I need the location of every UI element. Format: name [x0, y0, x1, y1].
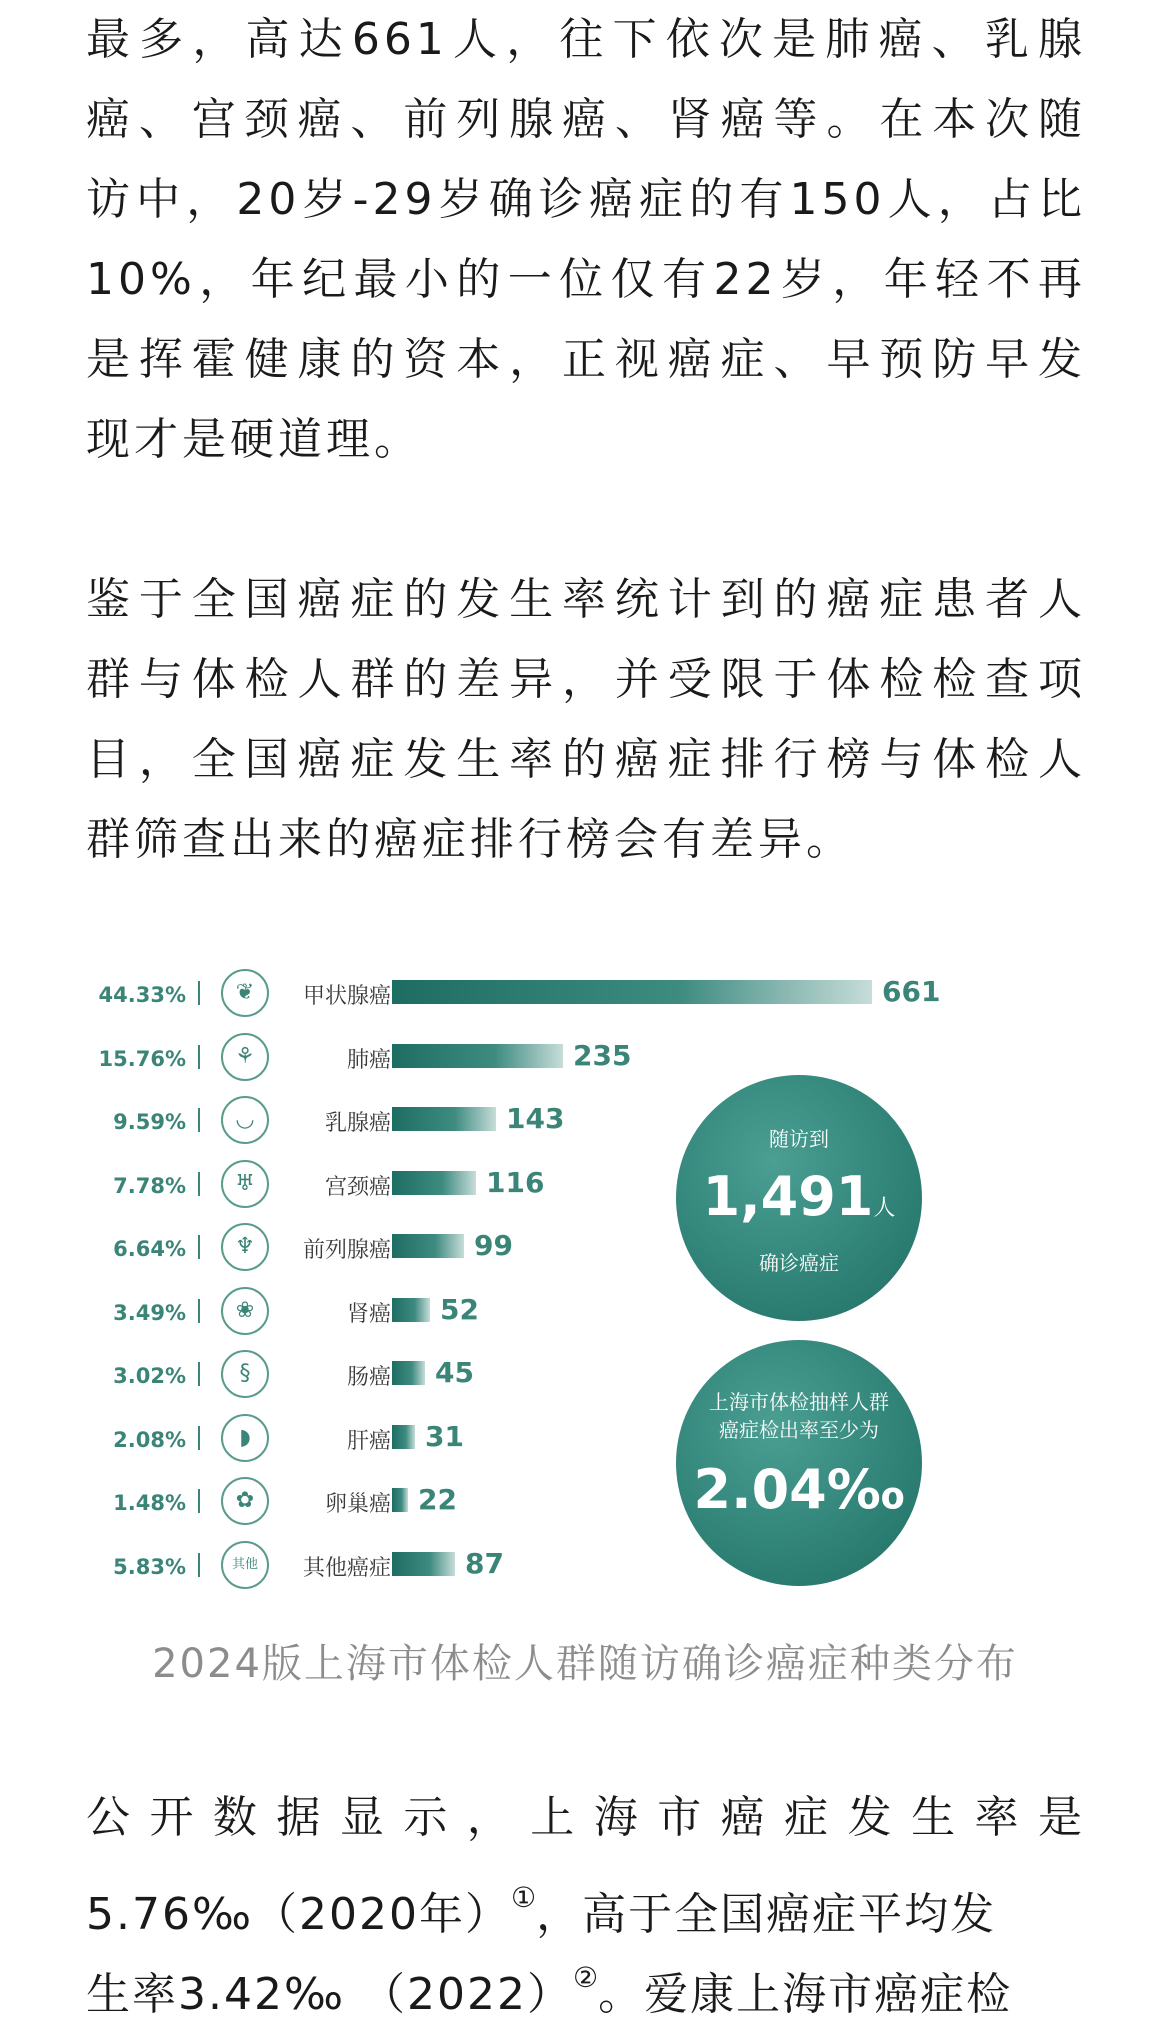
text-fragment: 。爱康上海市癌症检 — [598, 1969, 1013, 2020]
value-label: 87 — [465, 1546, 504, 1580]
percentage-label: 3.49% — [113, 1300, 186, 1325]
bar — [392, 1425, 415, 1449]
chart-row — [86, 1219, 1086, 1283]
separator — [198, 1172, 200, 1196]
text-line: 鉴于全国癌症的发生率统计到的癌症患者人 — [86, 574, 1086, 625]
percentage-label: 3.02% — [113, 1364, 186, 1388]
separator — [198, 1045, 200, 1069]
paragraph-3 — [86, 1778, 1086, 2018]
chart-row — [86, 1092, 1086, 1156]
rate-label-line1: 上海市体检抽样人群 — [709, 1390, 889, 1414]
footnote-ref-1[interactable]: ① — [510, 1881, 537, 1914]
percentage-label: 44.33% — [98, 983, 186, 1007]
value-label: 116 — [486, 1165, 545, 1199]
percentage-label: 5.83% — [113, 1554, 186, 1579]
text-line: 癌、宫颈癌、前列腺癌、肾癌等。在本次随 — [86, 94, 1086, 145]
other-icon: 其他 — [221, 1541, 269, 1589]
separator — [198, 1299, 200, 1323]
category-label: 肺癌 — [346, 1047, 391, 1073]
followup-unit: 人 — [873, 1196, 896, 1221]
category-label: 宫颈癌 — [324, 1174, 391, 1200]
followup-bottom-label: 确诊癌症 — [759, 1251, 839, 1275]
value-label: 45 — [435, 1356, 474, 1389]
followup-top-label: 随访到 — [769, 1127, 829, 1151]
liver-icon: ◗ — [221, 1414, 269, 1462]
value-label: 661 — [882, 975, 941, 1008]
chart-row — [86, 1156, 1086, 1220]
breast-icon: ◡ — [221, 1096, 269, 1144]
chart-row — [86, 965, 1086, 1029]
bar — [392, 1171, 476, 1195]
bar — [392, 1552, 455, 1576]
percentage-label: 6.64% — [113, 1237, 186, 1261]
value-label: 22 — [418, 1483, 457, 1516]
value-label: 52 — [440, 1292, 479, 1326]
bar — [392, 1107, 496, 1131]
category-label: 乳腺癌 — [324, 1111, 391, 1136]
text-line: 是挥霍健康的资本，正视癌症、早预防早发 — [86, 334, 1086, 385]
separator — [198, 1362, 200, 1386]
separator — [198, 1108, 200, 1132]
value-label: 143 — [506, 1102, 565, 1135]
bar — [392, 1298, 430, 1322]
rate-label-line2: 癌症检出率至少为 — [719, 1418, 879, 1442]
bar — [392, 1361, 425, 1385]
percentage-label: 1.48% — [113, 1491, 186, 1515]
text-line: 群筛查出来的癌症排行榜会有差异。 — [86, 814, 854, 865]
percentage-label: 7.78% — [113, 1173, 186, 1198]
intestine-icon: § — [221, 1350, 269, 1398]
text-line: 现才是硬道理。 — [86, 414, 422, 465]
thyroid-icon: ❦ — [221, 969, 269, 1017]
separator — [198, 1489, 200, 1513]
ovary-icon: ✿ — [221, 1477, 269, 1525]
text-line — [86, 1938, 1086, 2018]
text-line: 公开数据显示，上海市癌症发生率是 — [86, 1792, 1086, 1843]
category-label: 肠癌 — [346, 1365, 391, 1390]
chart-row — [86, 1029, 1086, 1093]
chart-row — [86, 1473, 1086, 1537]
separator — [198, 1553, 200, 1577]
chart-row — [86, 1410, 1086, 1474]
chart-row — [86, 1283, 1086, 1347]
separator — [198, 1426, 200, 1450]
text-line: 访中，20岁-29岁确诊癌症的有150人，占比 — [86, 174, 1086, 225]
lungs-icon: ⚘ — [221, 1033, 269, 1081]
percentage-label: 2.08% — [113, 1427, 186, 1452]
text-fragment: ，高于全国癌症平均发 — [536, 1889, 997, 1940]
category-label: 卵巢癌 — [324, 1492, 391, 1517]
cancer-type-bar-chart — [86, 965, 1086, 1610]
kidney-icon: ❀ — [221, 1287, 269, 1335]
category-label: 其他癌症 — [302, 1555, 391, 1581]
uterus-icon: ♅ — [221, 1160, 269, 1208]
chart-caption: 2024版上海市体检人群随访确诊癌症种类分布 — [152, 1641, 1018, 1687]
separator — [198, 981, 200, 1005]
bar — [392, 1488, 408, 1512]
text-line — [86, 1858, 1086, 1938]
rate-value: 2.04‰ — [693, 1458, 905, 1521]
value-label: 31 — [425, 1419, 464, 1453]
text-line: 目，全国癌症发生率的癌症排行榜与体检人 — [86, 734, 1086, 785]
percentage-label: 15.76% — [98, 1046, 186, 1071]
paragraph-1 — [86, 0, 1086, 480]
footnote-ref-2[interactable]: ② — [572, 1961, 599, 1994]
percentage-label: 9.59% — [113, 1110, 186, 1134]
text-line: 群与体检人群的差异，并受限于体检检查项 — [86, 654, 1086, 705]
separator — [198, 1235, 200, 1259]
category-label: 甲状腺癌 — [302, 984, 391, 1009]
chart-row — [86, 1537, 1086, 1601]
prostate-icon: ♆ — [221, 1223, 269, 1271]
value-label: 99 — [474, 1229, 513, 1262]
followup-number: 1,491 — [702, 1165, 874, 1228]
chart-row — [86, 1346, 1086, 1410]
bar — [392, 980, 872, 1004]
paragraph-2 — [86, 560, 1086, 880]
category-label: 前列腺癌 — [302, 1238, 391, 1263]
text-line: 10%，年纪最小的一位仅有22岁，年轻不再 — [86, 254, 1086, 305]
bar — [392, 1044, 563, 1068]
category-label: 肾癌 — [346, 1301, 391, 1327]
text-fragment: 5.76‰（2020年） — [86, 1889, 511, 1940]
value-label: 235 — [573, 1038, 632, 1072]
text-fragment: 生率3.42‰ （2022） — [86, 1969, 573, 2020]
category-label: 肝癌 — [346, 1428, 391, 1454]
bar — [392, 1234, 464, 1258]
text-line: 最多，高达661人，往下依次是肺癌、乳腺 — [86, 14, 1086, 65]
